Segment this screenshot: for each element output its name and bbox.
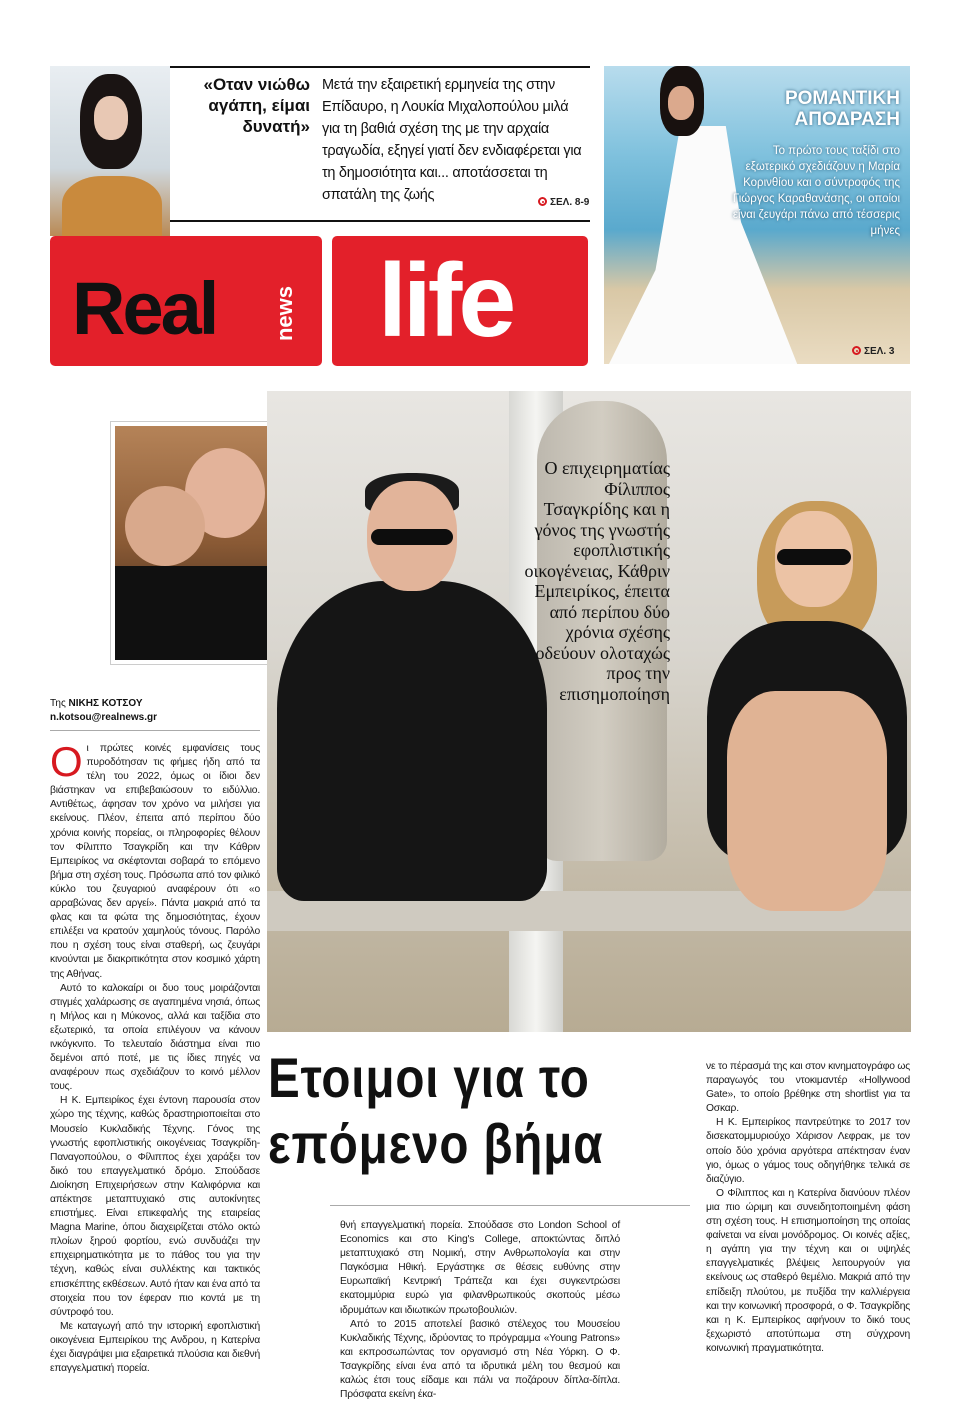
headline-rule xyxy=(330,1205,690,1206)
target-icon xyxy=(538,197,547,206)
logo-news: news xyxy=(272,286,297,342)
interview-quote: «Οταν νιώθω αγάπη, είμαι δυνατή» xyxy=(203,75,310,136)
interview-photo[interactable] xyxy=(50,66,170,236)
escape-page-ref[interactable]: ΣΕΛ. 3 xyxy=(852,345,894,357)
logo-real-block xyxy=(50,236,322,366)
target-icon xyxy=(852,346,861,355)
interview-teaser-text: Μετά την εξαιρετική ερμηνεία της στην Επίδαυρο, η Λουκία Μιχαλοπούλου μιλά για τη βαθιά σχέση της με την αρχαία τραγωδία, εξηγεί γιατί δεν ενδιαφέρεται για τη δημοσιότητα και... αποτάσσεται τη σπατάλη της ζωής xyxy=(322,77,582,203)
logo-life-block xyxy=(332,236,588,366)
teaser-rule xyxy=(170,220,590,222)
drop-cap: Ο xyxy=(50,738,83,785)
logo-real: Real xyxy=(72,267,217,350)
interview-page-ref[interactable]: ΣΕΛ. 8-9 xyxy=(538,196,589,208)
byline-rule xyxy=(50,730,260,731)
escape-text: Το πρώτο τους ταξίδι στο εξωτερικό σχεδιάζουν η Μαρία Κορινθίου και ο σύντροφός της Γιώργος Καραθανάσης, οι οποίοι είναι ζευγάρι πάνω από τέσσερις μήνες xyxy=(732,145,900,237)
photo-caption: Ο επιχειρηματίας Φίλιππος Τσαγκρίδης και η γόνος της γνωστής εφοπλιστικής οικογένειας, Κάθριν Εμπειρίκος, έπειτα από περίπου δύο χρόνια σχέσης οδεύουν ολοταχώς προς την επισημοποίηση xyxy=(524,458,670,704)
byline-email[interactable]: n.kotsou@realnews.gr xyxy=(50,712,157,723)
byline: Της ΝΙΚΗΣ ΚΟΤΣΟΥ xyxy=(50,698,143,709)
article-column-3: νε το πέρασμά της και στον κινηματογράφο ως παραγωγός του ντοκιμαντέρ «Hollywood Gate», το οποίο βρέθηκε στη shortlist για τα Οσκαρ. Η Κ. Εμπειρίκος παντρεύτηκε το 2017 τον δισεκατομμυριούχο Χάρισον Λεφρακ, με τον οποίο δύο χρόνια αργότερα απέκτησαν έναν γιο, όμως ο γάμος τους οδηγήθηκε τελικά σε διαζύγιο. Ο Φίλιππος και η Κατερίνα διανύουν πλέον μια πιο ώριμη και συνειδητοποιημένη φάση στη σχέση τους. Η επισημοποίηση της οποίας φαίνεται να είναι μονόδρομος. Οι κοινές αξίες, η αγάπη για την τέχνη και οι υψηλές επαγγελματικές βλέψεις λειτουργούν για εκείνους ως σταθερό θεμέλιο. Μακριά από την επίδειξη πλούτου, με πυξίδα την καλλιέργεια και την κοινωνική προσφορά, ο Φ. Τσαγκρίδης και η Κ. Εμπειρίκος αφήνουν το δικό τους ξεχωριστό αποτύπωμα στη σύγχρονη κοινωνική πραγματικότητα. xyxy=(706,1061,910,1354)
article-column-2: θνή επαγγελματική πορεία. Σπούδασε στο London School of Economics και στο King's College, αποκτώντας διπλό μεταπτυχιακό στη Νομική, στην Ανθρωπολογία και στην Παγκόσμια Ηθική. Εργάστηκε σε θέσεις ευθύνης στην Ευρωπαϊκή Κεντρική Τράπεζα και έχει συγκεντρώσει εκατομμύρια ευρώ για φιλανθρωπικούς σκοπούς μέσω ιδρυμάτων και ιδιωτικών πρωτοβουλιών. Από το 2015 αποτελεί βασικό στέλεχος του Μουσείου Κυκλαδικής Τέχνης, ιδρύοντας το πρόγραμμα «Young Patrons» και εκπροσωπώντας τον οργανισμό στη Νέα Υόρκη. Ο Φ. Τσαγκρίδης είναι ένα από τα ιδρυτικά μέλη του θεσμού και καλώς έτσι τους είδαμε και πάλι να ποζάρουν δίπλα-δίπλα. Πρόσφατα εκείνη έκα- xyxy=(340,1220,620,1401)
escape-title: ΡΟΜΑΝΤΙΚΗ ΑΠΟΔΡΑΣΗ xyxy=(784,88,900,130)
logo-life: life xyxy=(378,243,513,359)
article-column-1: Οι πρώτες κοινές εμφανίσεις τους πυροδότησαν τις φήμες ήδη από τα τέλη του 2022, όμως οι ίδιοι δεν βιάστηκαν να επιβεβαιώσουν το ειδύλλιο. Αντιθέτως, άφησαν τον χρόνο να μιλήσει για εκείνους. Πλέον, έπειτα από περίπου δύο χρόνια κοινής πορείας, οι πληροφορίες θέλουν τον Φίλιππο Τσαγκρίδη και την Κάθριν Εμπειρίκος να σκέφτονται σοβαρά το επόμενο βήμα στη σχέση τους. Πρόσωπα από τον φιλικό κύκλο του ζευγαριού αναφέρουν ότι «ο αρραβώνας δεν αργεί». Πάντα μακριά από τα φλας και τα φώτα της δημοσιότητας, έχουν επιλέξει να κρατούν χαμηλούς τόνους. Παρόλο που η σχέση τους είναι σταθερή, ως ζευγάρι κινούνται με διακριτικότητα στον κοσμικό χάρτη της Αθήνας. Αυτό το καλοκαίρι οι δυο τους μοιράζονται στιγμές χαλάρωσης σε αγαπημένα νησιά, όπως η Μήλος και η Μύκονος, αλλά και ταξίδια στο εξωτερικό, τα οποία επιλέγουν να κάνουν ινκόγκνιτο. Το τελευταίο διάστημα είναι πιο δεμένοι από ποτέ, με τις ίδιες πηγές να αναφέρουν πως σχεδιάζουν το κοινό μέλλον τους. Η Κ. Εμπειρίκος έχει έντονη παρουσία στον χώρο της τέχνης, καθώς δραστηριοποιείται στο Μουσείο Κυκλαδικής Τέχνης. Γόνος της γνωστής εφοπλιστικής οικογένειας Τσαγκρίδη-Παναγοπούλου, ο Φίλιππος έχει χαράξει τον δικό του επαγγελματικό δρόμο. Σπούδασε Διοίκηση Επιχειρήσεων στην Καλιφόρνια και απέκτησε μεταπτυχιακό στις αυτοκίνητες επιστήμες. Είναι επικεφαλής της εταιρείας Magna Marine, όπου διαχειρίζεται στόλο οκτώ πλοίων ξηρού φορτίου, ενώ συνδυάζει την επιχειρηματικότητα με το πάθος του για την τέχνη, καθώς είναι συλλέκτης και τακτικός επισκέπτης εκθέσεων. Αυτό ήταν και ένα από τα στοιχεία που τον έφεραν πιο κοντά με τη σύντροφό του. Με καταγωγή από την ιστορική εφοπλιστική οικογένεια Εμπειρίκου της Ανδρου, η Κατερίνα έχει διαγράψει μια εξαιρετικά πλούσια και διεθνή επαγγελματική πορεία. xyxy=(50,738,260,1375)
headline: Ετοιμοι για το επόμενο βήμα xyxy=(268,1046,604,1175)
